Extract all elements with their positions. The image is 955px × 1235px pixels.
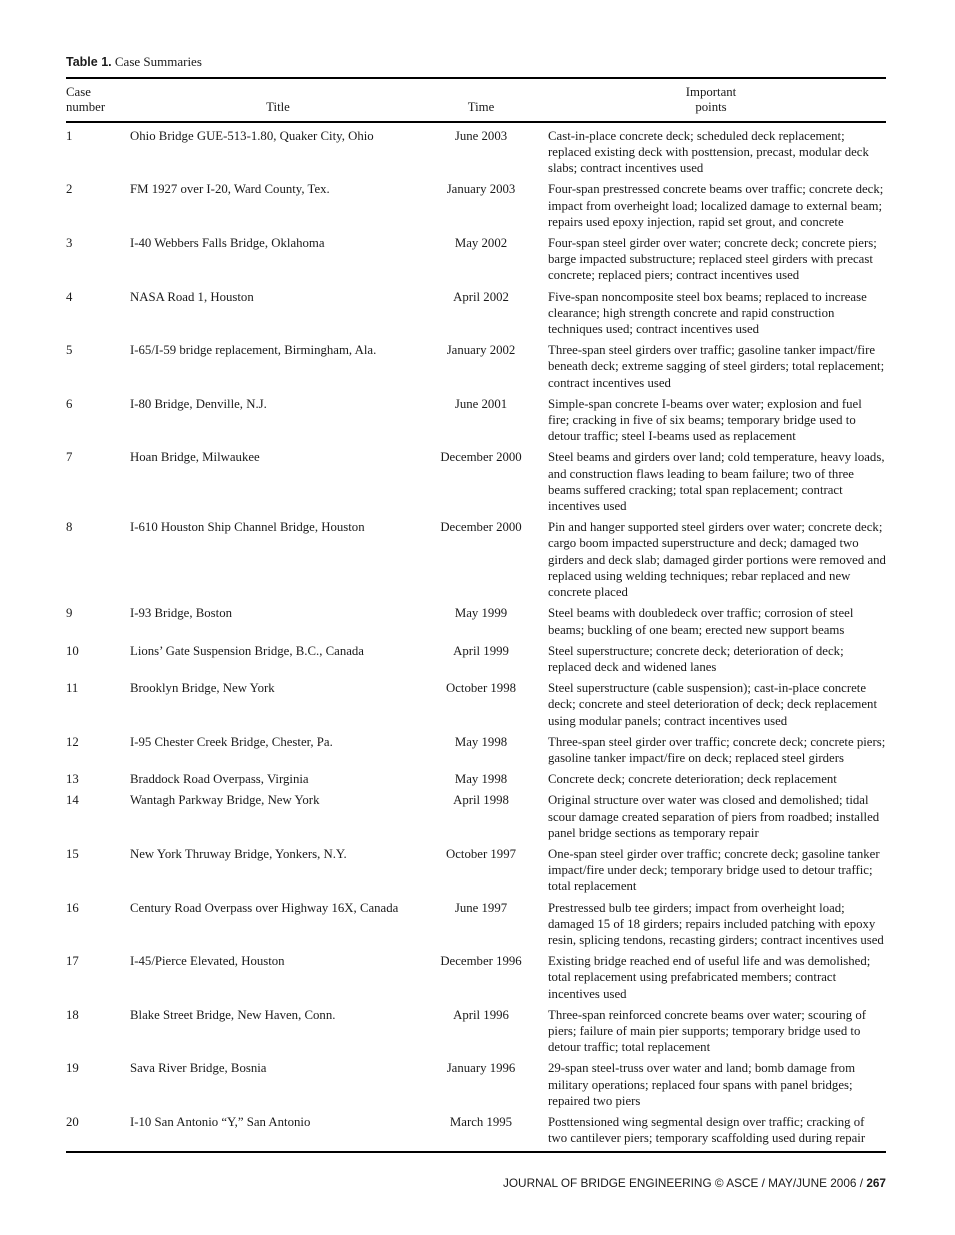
case-number-cell: 10 bbox=[66, 643, 79, 658]
title-cell: Sava River Bridge, Bosnia bbox=[130, 1061, 267, 1076]
table-row bbox=[66, 841, 886, 895]
important-points-cell: Existing bridge reached end of useful life and was demolished; total replacement using prefabricated members; contract incentives used bbox=[548, 954, 871, 1001]
case-number-cell: 7 bbox=[66, 450, 73, 465]
case-number-cell: 6 bbox=[66, 396, 73, 411]
important-points-cell: Four-span steel girder over water; concrete deck; concrete piers; barge impacted substructure; replaced steel girders with precast concrete; replaced piers; contract incentives used bbox=[548, 236, 877, 283]
important-points-cell: Three-span reinforced concrete beams over water; scouring of piers; failure of main pier supports; temporary bridge used to detour traffic; total replacement bbox=[548, 1007, 866, 1055]
column-header-title: Title bbox=[266, 100, 290, 115]
table-row bbox=[66, 895, 886, 949]
table-caption bbox=[66, 54, 886, 70]
important-points-cell: Steel superstructure; concrete deck; deterioration of deck; replaced deck and widened lanes bbox=[548, 643, 844, 674]
table-row bbox=[66, 948, 886, 1002]
table-body bbox=[66, 122, 886, 1153]
table-row bbox=[66, 284, 886, 338]
title-cell: I-40 Webbers Falls Bridge, Oklahoma bbox=[130, 236, 325, 251]
time-cell: April 1999 bbox=[453, 643, 509, 658]
time-cell: December 1996 bbox=[440, 954, 522, 969]
case-number-cell: 19 bbox=[66, 1061, 79, 1076]
table-row bbox=[66, 444, 886, 514]
title-cell: I-610 Houston Ship Channel Bridge, Houston bbox=[130, 520, 365, 535]
time-cell: April 2002 bbox=[453, 289, 509, 304]
title-cell: Wantagh Parkway Bridge, New York bbox=[130, 793, 320, 808]
case-number-cell: 11 bbox=[66, 681, 79, 696]
table-row bbox=[66, 337, 886, 391]
table-row bbox=[66, 122, 886, 177]
column-header-time: Time bbox=[467, 100, 495, 115]
time-cell: October 1998 bbox=[445, 681, 516, 696]
time-cell: June 2001 bbox=[454, 396, 508, 411]
case-number-cell: 2 bbox=[66, 182, 73, 197]
case-number-cell: 14 bbox=[66, 793, 79, 808]
table-row bbox=[66, 1002, 886, 1056]
important-points-cell: One-span steel girder over traffic; concrete deck; gasoline tanker impact/fire under deck; temporary bridge used to detour traffic; total replacement bbox=[548, 846, 880, 894]
column-header-case-line2: number bbox=[66, 100, 106, 115]
title-cell: Braddock Road Overpass, Virginia bbox=[130, 772, 309, 787]
title-cell: Hoan Bridge, Milwaukee bbox=[130, 450, 260, 465]
table-row bbox=[66, 675, 886, 729]
case-number-cell: 4 bbox=[66, 289, 73, 304]
case-number-cell: 17 bbox=[66, 954, 79, 969]
table-header bbox=[66, 78, 886, 122]
case-number-cell: 12 bbox=[66, 734, 79, 749]
title-cell: I-95 Chester Creek Bridge, Chester, Pa. bbox=[130, 734, 333, 749]
case-number-cell: 5 bbox=[66, 343, 73, 358]
important-points-cell: 29-span steel-truss over water and land; bomb damage from military operations; replaced four spans with panel bridges; repaired two piers bbox=[548, 1061, 856, 1108]
journal-line: JOURNAL OF BRIDGE ENGINEERING © ASCE / MAY/JUNE 2006 / bbox=[502, 1176, 867, 1190]
title-cell: FM 1927 over I-20, Ward County, Tex. bbox=[130, 182, 330, 197]
title-cell: Ohio Bridge GUE-513-1.80, Quaker City, Ohio bbox=[130, 128, 374, 143]
important-points-cell: Steel beams and girders over land; cold temperature, heavy loads, and construction flaws leading to beam failure; two of three beams suffered cracking; total span replacement; contract incentives used bbox=[548, 450, 885, 514]
title-cell: Century Road Overpass over Highway 16X, Canada bbox=[130, 900, 399, 915]
important-points-cell: Pin and hanger supported steel girders over water; concrete deck; cargo boom impacted superstructure and deck; damaged two girders and deck slab; damaged girder portions were removed and replaced using welding techniques; rebar replaced and new concrete placed bbox=[548, 520, 886, 600]
title-cell: Blake Street Bridge, New Haven, Conn. bbox=[130, 1007, 336, 1022]
time-cell: May 1998 bbox=[454, 772, 508, 787]
table-row bbox=[66, 1109, 886, 1152]
page-footer bbox=[66, 1176, 886, 1190]
title-cell: I-45/Pierce Elevated, Houston bbox=[130, 954, 285, 969]
title-cell: New York Thruway Bridge, Yonkers, N.Y. bbox=[130, 846, 347, 861]
table-row bbox=[66, 514, 886, 600]
case-number-cell: 15 bbox=[66, 846, 79, 861]
title-cell: NASA Road 1, Houston bbox=[130, 289, 254, 304]
important-points-cell: Posttensioned wing segmental design over traffic; cracking of two cantilever piers; temporary scaffolding used during repair bbox=[548, 1114, 866, 1146]
table-region bbox=[66, 54, 886, 1153]
title-cell: Lions’ Gate Suspension Bridge, B.C., Canada bbox=[130, 643, 364, 658]
time-cell: March 1995 bbox=[449, 1114, 513, 1129]
time-cell: April 1996 bbox=[453, 1007, 509, 1022]
title-cell: I-93 Bridge, Boston bbox=[130, 606, 233, 621]
table-row bbox=[66, 638, 886, 675]
case-summaries-table bbox=[66, 77, 886, 1153]
time-cell: May 1998 bbox=[454, 734, 508, 749]
table-header-row bbox=[66, 78, 886, 122]
column-header-points-line1: Important bbox=[685, 85, 737, 99]
column-header-points-line2: points bbox=[695, 100, 727, 115]
time-cell: December 2000 bbox=[440, 520, 522, 535]
important-points-cell: Original structure over water was closed and demolished; tidal scour damage created separation of piers from roadbed; installed panel bridge sections as temporary repair bbox=[548, 793, 880, 840]
important-points-cell: Five-span noncomposite steel box beams; replaced to increase clearance; high strength concrete and rapid construction techniques used; contract incentives used bbox=[548, 289, 867, 337]
time-cell: June 2003 bbox=[454, 128, 508, 143]
time-cell: May 1999 bbox=[454, 606, 508, 621]
column-header-case-line1: Case bbox=[66, 85, 91, 99]
table-row bbox=[66, 787, 886, 841]
time-cell: December 2000 bbox=[440, 450, 522, 465]
important-points-cell: Simple-span concrete I-beams over water; explosion and fuel fire; cracking in five of six beams; temporary bridge used to detour traffic; steel I-beams used as replacement bbox=[548, 396, 862, 444]
time-cell: January 2003 bbox=[446, 182, 516, 197]
important-points-cell: Three-span steel girder over traffic; concrete deck; concrete piers; gasoline tanker impact/fire on deck; replaced steel girders bbox=[548, 734, 886, 765]
important-points-cell: Concrete deck; concrete deterioration; deck replacement bbox=[548, 772, 837, 787]
case-number-cell: 9 bbox=[66, 606, 73, 621]
column-header-case-number bbox=[66, 78, 130, 122]
table-row bbox=[66, 176, 886, 230]
table-caption-text: Case Summaries bbox=[114, 54, 202, 69]
time-cell: May 2002 bbox=[454, 236, 508, 251]
table-row bbox=[66, 729, 886, 766]
table-row bbox=[66, 600, 886, 637]
important-points-cell: Cast-in-place concrete deck; scheduled deck replacement; replaced existing deck with posttension, precast, modular deck slabs; contract incentives used bbox=[548, 128, 869, 176]
column-header-important-points bbox=[536, 78, 886, 122]
time-cell: January 2002 bbox=[446, 343, 516, 358]
case-number-cell: 13 bbox=[66, 772, 79, 787]
title-cell: Brooklyn Bridge, New York bbox=[130, 681, 275, 696]
important-points-cell: Four-span prestressed concrete beams over traffic; concrete deck; impact from overheight load; localized damage to external beam; repairs used epoxy injection, rapid set grout, and concrete bbox=[548, 182, 884, 229]
case-number-cell: 8 bbox=[66, 520, 73, 535]
time-cell: October 1997 bbox=[445, 846, 516, 861]
important-points-cell: Steel superstructure (cable suspension); cast-in-place concrete deck; concrete and steel deterioration of deck; deck replacement using modular panels; contract incentives used bbox=[548, 681, 877, 728]
title-cell: I-65/I-59 bridge replacement, Birmingham, Ala. bbox=[130, 343, 377, 358]
title-cell: I-10 San Antonio “Y,” San Antonio bbox=[130, 1114, 311, 1129]
page-number: 267 bbox=[866, 1176, 886, 1190]
title-cell: I-80 Bridge, Denville, N.J. bbox=[130, 396, 267, 411]
table-row bbox=[66, 1055, 886, 1109]
table-row bbox=[66, 391, 886, 445]
table-row bbox=[66, 766, 886, 787]
case-number-cell: 16 bbox=[66, 900, 79, 915]
case-number-cell: 3 bbox=[66, 236, 73, 251]
important-points-cell: Three-span steel girders over traffic; gasoline tanker impact/fire beneath deck; extreme sagging of steel girders; total replacement; contract incentives used bbox=[548, 343, 885, 390]
time-cell: June 1997 bbox=[454, 900, 508, 915]
table-row bbox=[66, 230, 886, 284]
table-caption-label: Table 1. bbox=[66, 55, 112, 69]
important-points-cell: Steel beams with doubledeck over traffic; corrosion of steel beams; buckling of one beam; erected new support beams bbox=[548, 606, 854, 637]
case-number-cell: 18 bbox=[66, 1007, 79, 1022]
time-cell: April 1998 bbox=[453, 793, 509, 808]
time-cell: January 1996 bbox=[446, 1061, 516, 1076]
important-points-cell: Prestressed bulb tee girders; impact from overheight load; damaged 15 of 18 girders; repairs included patching with epoxy resin, splicing tendons, recasting girders; contract incentives used bbox=[548, 900, 884, 947]
case-number-cell: 1 bbox=[66, 128, 73, 143]
case-number-cell: 20 bbox=[66, 1114, 79, 1129]
